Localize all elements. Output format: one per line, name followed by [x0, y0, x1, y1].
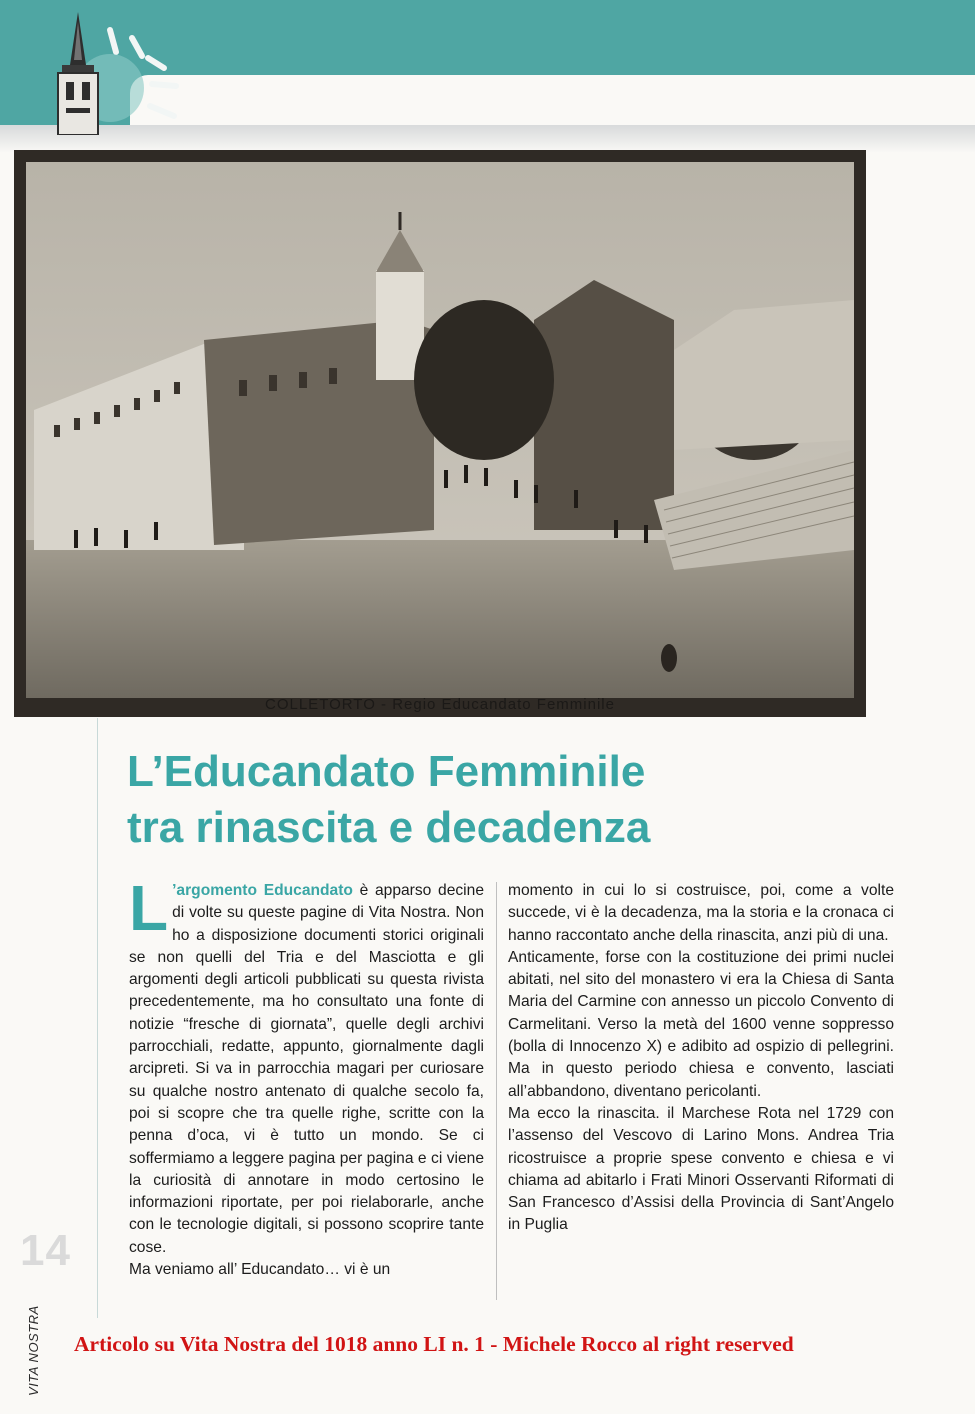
column-divider	[496, 882, 497, 1300]
article-column-right	[508, 880, 894, 1237]
magazine-label: VITA NOSTRA	[26, 1305, 41, 1396]
left-paragraph-2: Ma veniamo all’ Educandato… vi è un	[129, 1261, 391, 1279]
article-lead: ’argomento Educandato	[172, 882, 353, 899]
article-title	[127, 744, 887, 856]
colletorto-photo-illustration	[14, 150, 866, 717]
right-paragraph-1: momento in cui lo si costruisce, poi, come a volte succede, vi è la decadenza, ma la storia e la cronaca ci hanno raccontato anche della rinascita, anzi più di una.	[508, 882, 894, 944]
photo-caption: COLLETORTO - Regio Educandato Femminile	[265, 696, 615, 713]
frame-line	[97, 718, 98, 1318]
bell-tower-logo-icon	[40, 10, 230, 135]
right-paragraph-3: Ma ecco la rinascita. il Marchese Rota nel 1729 con l’assenso del Vescovo di Larino Mons. Andrea Tria ricostruisce a proprie spese convento e chiesa e vi chiama ad abitarlo i Frati Minori Osservanti Riformati di San Francesco d’Assisi della Provincia di Sant’Angelo in Puglia	[508, 1104, 894, 1234]
drop-cap: L	[129, 872, 169, 944]
left-paragraph: è apparso decine di volte su queste pagine di Vita Nostra. Non ho a disposizione documenti storici originali se non quelli del Tria e del Masciotta e gli argomenti degli articoli pubblicati su questa rivista precedentemente, ma ho consultato una fonte di notizie “fresche di giornata”, quelle degli archivi parrocchiali, redatte, appunto, giornalmente dagli arcipreti. Si va in parrocchia magari per curiosare su qualche nostro antenato di qualche secolo fa, poi si scopre che tra quelle righe, scritte con la penna d’oca, vi è tutto un mondo. Se ci soffermiamo a leggere pagina per pagina e ci viene la curiosità di annotare in modo certosino le informazioni riportate, per poi rielaborarle, anche con le tecnologie digitali, si possono scoprire tante cose.	[129, 882, 484, 1256]
page-number: 14	[20, 1226, 71, 1275]
historic-photo	[14, 150, 866, 717]
right-paragraph-2: Anticamente, forse con la costituzione dei primi nuclei abitati, nel sito del monastero vi era la Chiesa di Santa Maria del Carmine con annesso un piccolo Convento di Carmelitani. Verso la metà del 1600 venne soppresso (bolla di Innocenzo X) e adibito ad ospizio di pellegrini. Ma in questo periodo chiesa e convento, lasciati all’abbandono, diventano pericolanti.	[508, 948, 894, 1100]
title-line-1: L’Educandato Femminile	[127, 747, 646, 796]
article-column-left	[129, 872, 484, 1281]
title-line-2: tra rinascita e decadenza	[127, 803, 651, 852]
copyright-watermark: Articolo su Vita Nostra del 1018 anno LI n. 1 - Michele Rocco al right reserved	[74, 1332, 794, 1356]
